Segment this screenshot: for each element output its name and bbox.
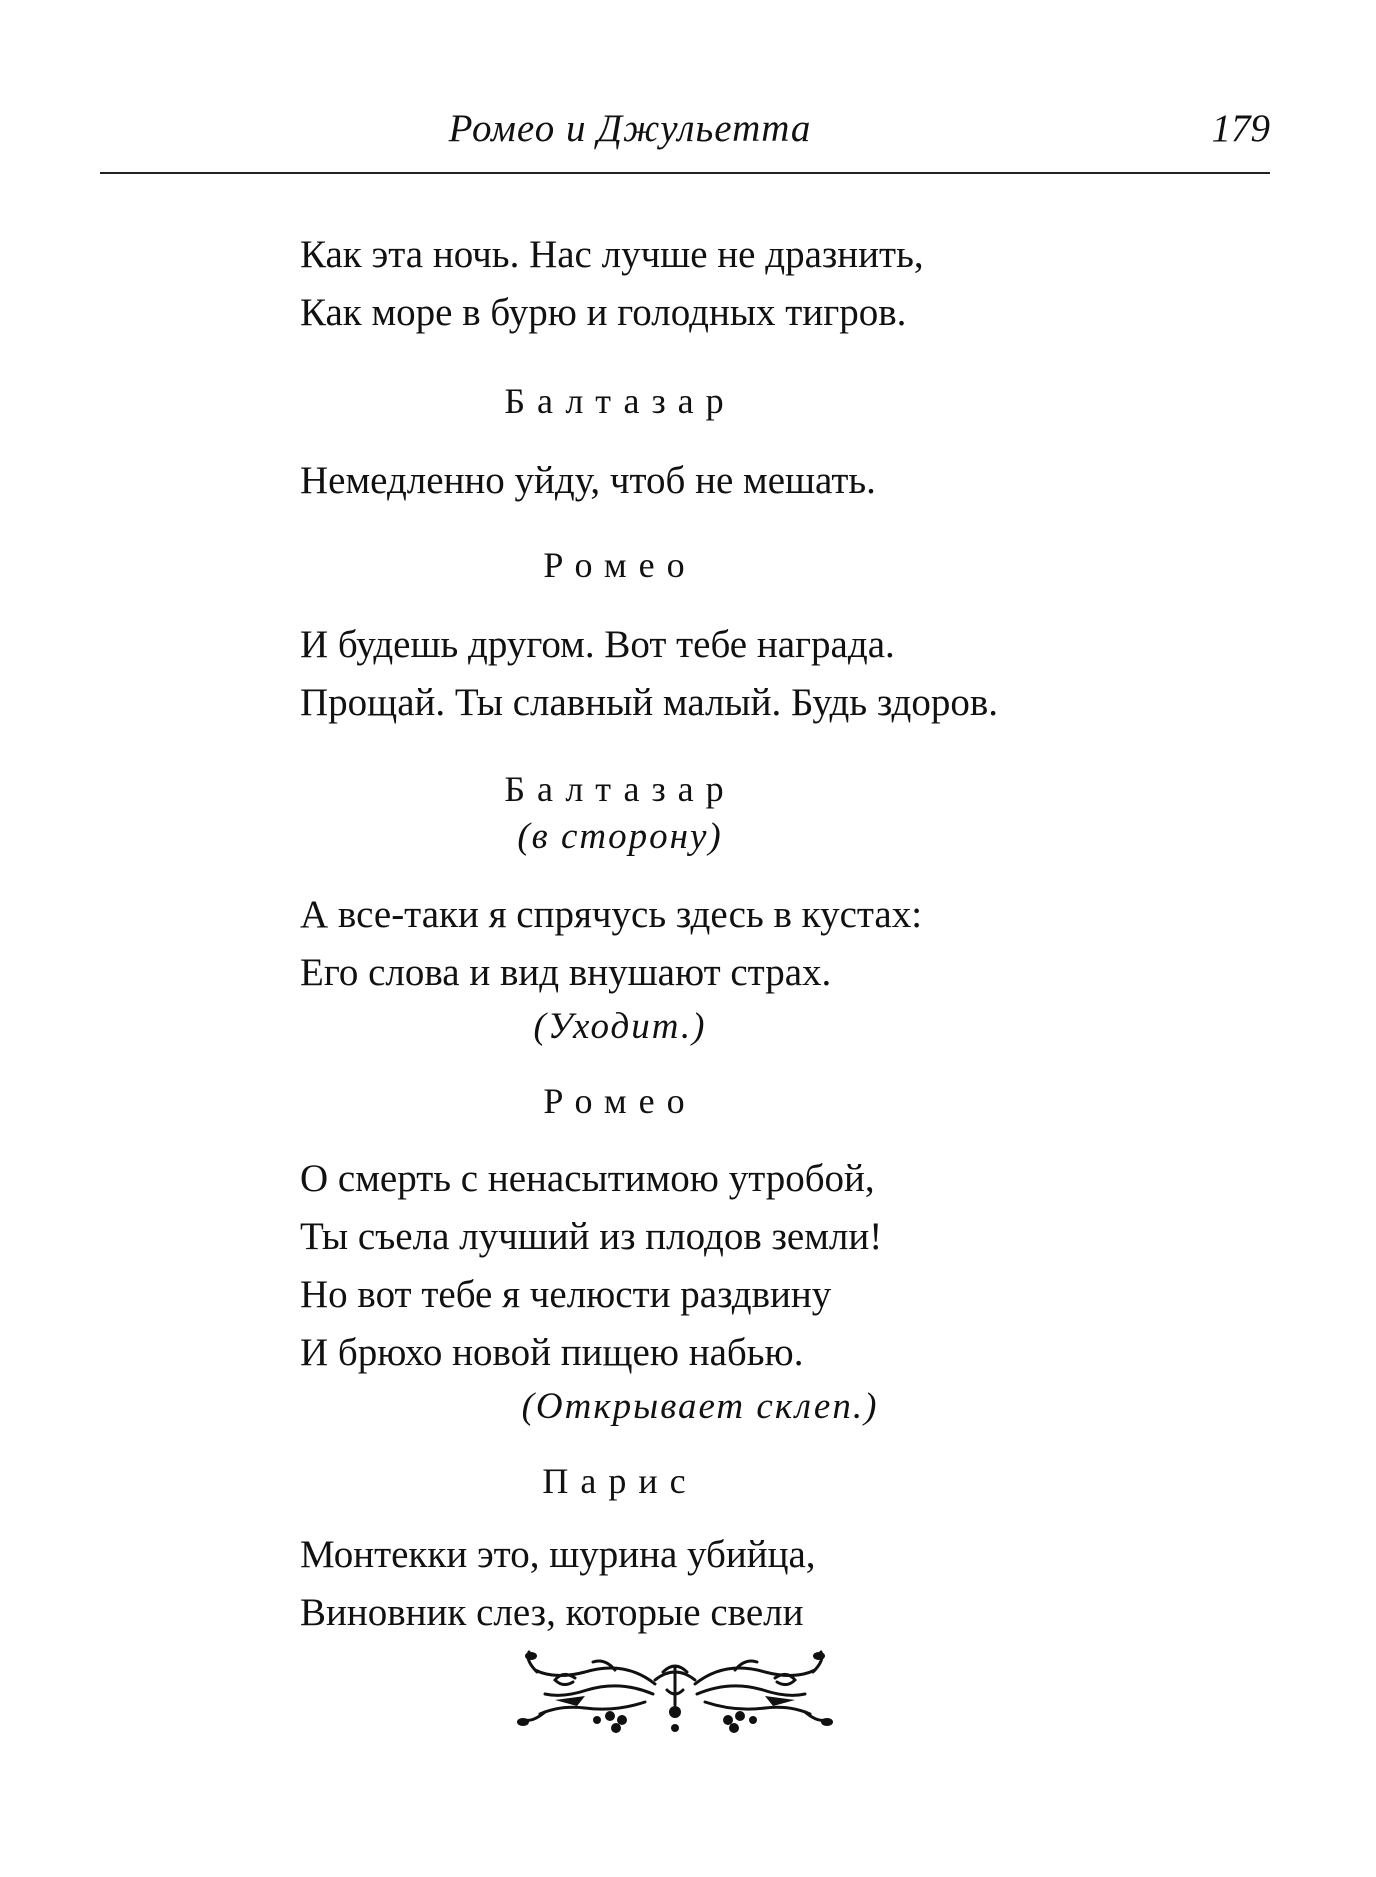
verse-line: Монтекки это, шурина убийца,: [300, 1533, 816, 1576]
stage-direction: (Уходит.): [533, 1006, 707, 1047]
verse-line: Виновник слез, которые свели: [300, 1591, 804, 1634]
verse-line: Ты съела лучший из плодов земли!: [300, 1215, 883, 1258]
verse-line: Прощай. Ты славный малый. Будь здоров.: [300, 681, 999, 724]
verse-line: О смерть с ненасытимою утробой,: [300, 1157, 875, 1200]
running-title: Ромео и Джульетта: [448, 107, 812, 150]
speaker-name: Балтазар: [504, 769, 736, 809]
verse-line: Его слова и вид внушают страх.: [300, 951, 832, 994]
verse-line: И брюхо новой пищею набью.: [300, 1331, 804, 1374]
floral-vignette-icon: [515, 1650, 835, 1740]
verse-block: [300, 886, 922, 1002]
speaker-name: Ромео: [543, 1081, 697, 1121]
speaker-name: Ромео: [543, 545, 697, 585]
verse-line: И будешь другом. Вот тебе награда.: [300, 623, 895, 666]
stage-direction: (в сторону): [517, 816, 723, 857]
verse-line: Но вот тебе я челюсти раздвину: [300, 1273, 832, 1316]
verse-block: [300, 226, 924, 342]
verse-line: Как эта ночь. Нас лучше не дразнить,: [300, 233, 924, 276]
page-header: [100, 100, 1270, 160]
speaker-name: Балтазар: [504, 381, 736, 421]
stage-direction: (Открывает склеп.): [521, 1386, 879, 1427]
verse-block: [300, 616, 998, 732]
page-number: 179: [1211, 107, 1270, 150]
speaker-name: Парис: [542, 1461, 698, 1501]
verse-block: [300, 452, 876, 510]
verse-line: Немедленно уйду, чтоб не мешать.: [300, 459, 876, 502]
verse-line: А все-таки я спрячусь здесь в кустах:: [300, 893, 923, 936]
verse-block: [300, 1526, 816, 1642]
verse-block: [300, 1150, 882, 1382]
verse-line: Как море в бурю и голодных тигров.: [300, 291, 907, 334]
header-rule: [100, 172, 1270, 174]
